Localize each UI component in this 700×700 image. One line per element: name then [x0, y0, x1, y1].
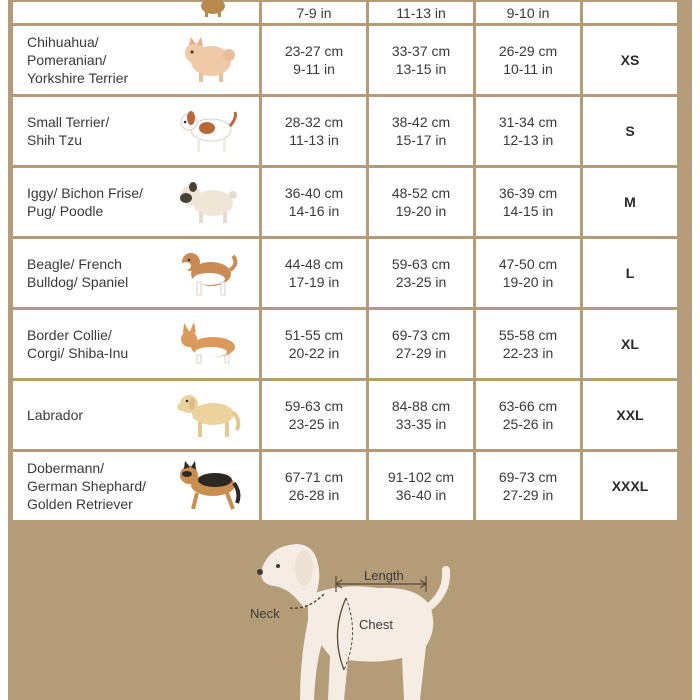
size-cell: XXXL: [583, 452, 677, 520]
dog-tail: [428, 570, 446, 608]
neck-cell: 23-27 cm 9-11 in: [262, 26, 366, 94]
neck-cell: 28-32 cm 11-13 in: [262, 97, 366, 165]
pug-icon: [175, 177, 241, 227]
beagle-icon: [175, 248, 241, 298]
length-cell: 69-73 cm 27-29 in: [476, 452, 580, 520]
breed-cell: [13, 168, 259, 236]
breed-cell: [13, 381, 259, 449]
dog-nose: [257, 569, 263, 575]
neck-label: Neck: [250, 606, 280, 621]
breed-cell: [13, 239, 259, 307]
size-cell: M: [583, 168, 677, 236]
dog-icon-partial: [195, 0, 235, 19]
neck-cell: 59-63 cm 23-25 in: [262, 381, 366, 449]
neck-cell: 67-71 cm 26-28 in: [262, 452, 366, 520]
table-row: [13, 168, 677, 236]
length-label: Length: [364, 568, 404, 583]
breed-cell: [13, 452, 259, 520]
size-cell: XL: [583, 310, 677, 378]
length-cell: 63-66 cm 25-26 in: [476, 381, 580, 449]
dog-body: [308, 586, 433, 700]
chest-label: Chest: [359, 617, 393, 632]
breed-name: Small Terrier/ Shih Tzu: [27, 114, 110, 148]
table-row: [13, 452, 677, 520]
table-row: [13, 381, 677, 449]
table-row: [13, 310, 677, 378]
size-cell: XXL: [583, 381, 677, 449]
dog-eye: [276, 564, 280, 568]
breed-cell: [13, 2, 259, 23]
chest-cell: 84-88 cm 33-35 in: [369, 381, 473, 449]
table-row-partial: [13, 2, 677, 23]
neck-cell: 36-40 cm 14-16 in: [262, 168, 366, 236]
labrador-icon: [175, 390, 241, 440]
length-cell: 55-58 cm 22-23 in: [476, 310, 580, 378]
breed-name: Beagle/ French Bulldog/ Spaniel: [27, 256, 129, 290]
chest-cell: 48-52 cm 19-20 in: [369, 168, 473, 236]
neck-cell: 7-9 in: [262, 2, 366, 23]
chest-cell: 38-42 cm 15-17 in: [369, 97, 473, 165]
length-cell: 31-34 cm 12-13 in: [476, 97, 580, 165]
table-row: [13, 97, 677, 165]
table-row: [13, 26, 677, 94]
chest-cell: 11-13 in: [369, 2, 473, 23]
breed-cell: [13, 310, 259, 378]
size-cell: S: [583, 97, 677, 165]
breed-name: Dobermann/ German Shephard/ Golden Retriever: [27, 460, 147, 512]
chihuahua-icon: [175, 35, 241, 85]
breed-name: Iggy/ Bichon Frise/ Pug/ Poodle: [27, 185, 143, 219]
size-cell: XS: [583, 26, 677, 94]
chest-cell: 91-102 cm 36-40 in: [369, 452, 473, 520]
breed-cell: [13, 97, 259, 165]
shepherd-icon: [175, 461, 241, 511]
breed-name: Chihuahua/ Pomeranian/ Yorkshire Terrier: [27, 34, 129, 86]
chest-cell: 33-37 cm 13-15 in: [369, 26, 473, 94]
table-row: [13, 239, 677, 307]
breed-name: Labrador: [27, 407, 84, 423]
breed-cell: [13, 26, 259, 94]
neck-cell: 51-55 cm 20-22 in: [262, 310, 366, 378]
breed-name: Border Collie/ Corgi/ Shiba-Inu: [27, 327, 129, 361]
measurement-diagram: [8, 528, 692, 700]
length-cell: 9-10 in: [476, 2, 580, 23]
chest-cell: 69-73 cm 27-29 in: [369, 310, 473, 378]
size-cell: [583, 2, 677, 23]
corgi-icon: [175, 319, 241, 369]
size-table: [10, 0, 680, 523]
neck-cell: 44-48 cm 17-19 in: [262, 239, 366, 307]
size-chart: [8, 0, 692, 700]
dog-ear: [295, 550, 313, 586]
chest-cell: 59-63 cm 23-25 in: [369, 239, 473, 307]
length-cell: 47-50 cm 19-20 in: [476, 239, 580, 307]
terrier-icon: [175, 106, 241, 156]
length-cell: 26-29 cm 10-11 in: [476, 26, 580, 94]
size-cell: L: [583, 239, 677, 307]
length-cell: 36-39 cm 14-15 in: [476, 168, 580, 236]
